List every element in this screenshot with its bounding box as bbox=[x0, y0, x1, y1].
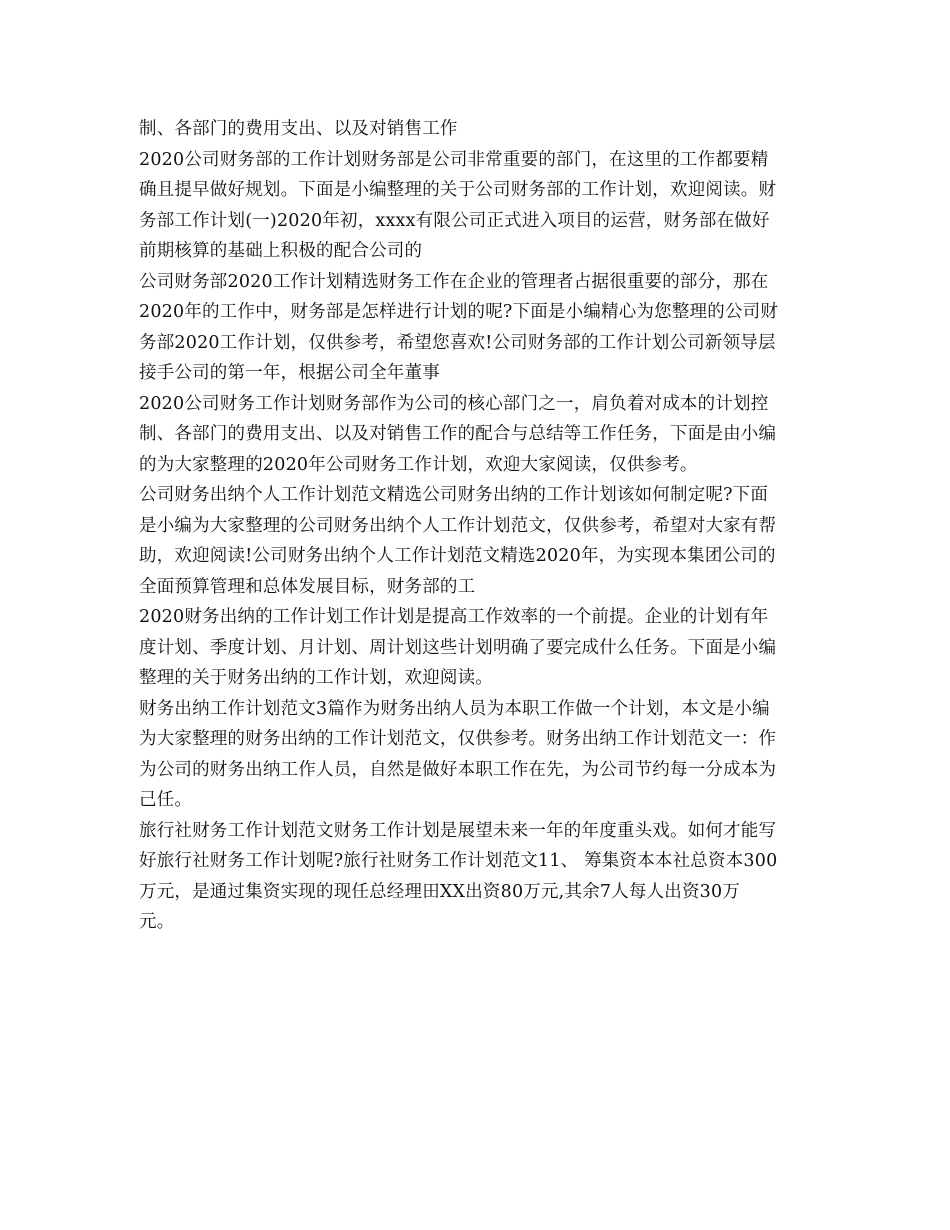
text-line: 万元，是通过集资实现的现任总经理田XX出资80万元,其余7人每人出资30万 bbox=[139, 881, 741, 902]
text-line: 元。 bbox=[139, 912, 175, 932]
text-line: 制、各部门的费用支出、以及对销售工作 bbox=[139, 119, 458, 139]
text-line: 全面预算管理和总体发展目标，财务部的工 bbox=[139, 576, 476, 597]
text-line: 财务出纳工作计划范文3篇作为财务出纳人员为本职工作做一个计划，本文是小编 bbox=[139, 698, 770, 719]
text-line: 己任。 bbox=[139, 790, 193, 810]
text-line: 务部工作计划(一)2020年初，xxxx有限公司正式进入项目的运营，财务部在做好 bbox=[139, 210, 770, 231]
text-line: 为公司的财务出纳工作人员，自然是做好本职工作在先，为公司节约每一分成本为 bbox=[139, 759, 777, 780]
text-line: 务部2020工作计划，仅供参考，希望您喜欢!公司财务部的工作计划公司新领导层 bbox=[139, 332, 776, 353]
text-line: 旅行社财务工作计划范文财务工作计划是展望未来一年的年度重头戏。如何才能写 bbox=[139, 820, 777, 841]
text-line: 为大家整理的财务出纳的工作计划范文，仅供参考。财务出纳工作计划范文一：作 bbox=[139, 729, 777, 749]
text-line: 制、各部门的费用支出、以及对销售工作的配合与总结等工作任务，下面是由小编 bbox=[139, 424, 777, 444]
document-body bbox=[139, 114, 819, 938]
text-line: 2020公司财务工作计划财务部作为公司的核心部门之一，肩负着对成本的计划控 bbox=[139, 393, 769, 414]
text-line: 接手公司的第一年，根据公司全年董事 bbox=[139, 363, 440, 383]
text-line: 公司财务出纳个人工作计划范文精选公司财务出纳的工作计划该如何制定呢?下面 bbox=[139, 485, 769, 505]
text-line: 确且提早做好规划。下面是小编整理的关于公司财务部的工作计划，欢迎阅读。财 bbox=[139, 180, 777, 200]
text-line: 是小编为大家整理的公司财务出纳个人工作计划范文，仅供参考，希望对大家有帮 bbox=[139, 515, 777, 536]
text-line: 度计划、季度计划、月计划、周计划这些计划明确了要完成什么任务。下面是小编 bbox=[139, 637, 777, 658]
text-line: 整理的关于财务出纳的工作计划，欢迎阅读。 bbox=[139, 668, 493, 688]
text-line: 前期核算的基础上积极的配合公司的 bbox=[139, 241, 423, 261]
text-line: 好旅行社财务工作计划呢?旅行社财务工作计划范文11、 筹集资本本社总资本300 bbox=[139, 851, 778, 871]
text-line: 2020公司财务部的工作计划财务部是公司非常重要的部门，在这里的工作都要精 bbox=[139, 149, 769, 170]
text-line: 2020财务出纳的工作计划工作计划是提高工作效率的一个前提。企业的计划有年 bbox=[139, 607, 769, 627]
text-line: 公司财务部2020工作计划精选财务工作在企业的管理者占据很重要的部分，那在 bbox=[139, 271, 769, 292]
text-line: 的为大家整理的2020年公司财务工作计划，欢迎大家阅读，仅供参考。 bbox=[139, 454, 698, 475]
text-line: 助，欢迎阅读!公司财务出纳个人工作计划范文精选2020年，为实现本集团公司的 bbox=[139, 546, 776, 566]
text-line: 2020年的工作中，财务部是怎样进行计划的呢?下面是小编精心为您整理的公司财 bbox=[139, 302, 779, 322]
